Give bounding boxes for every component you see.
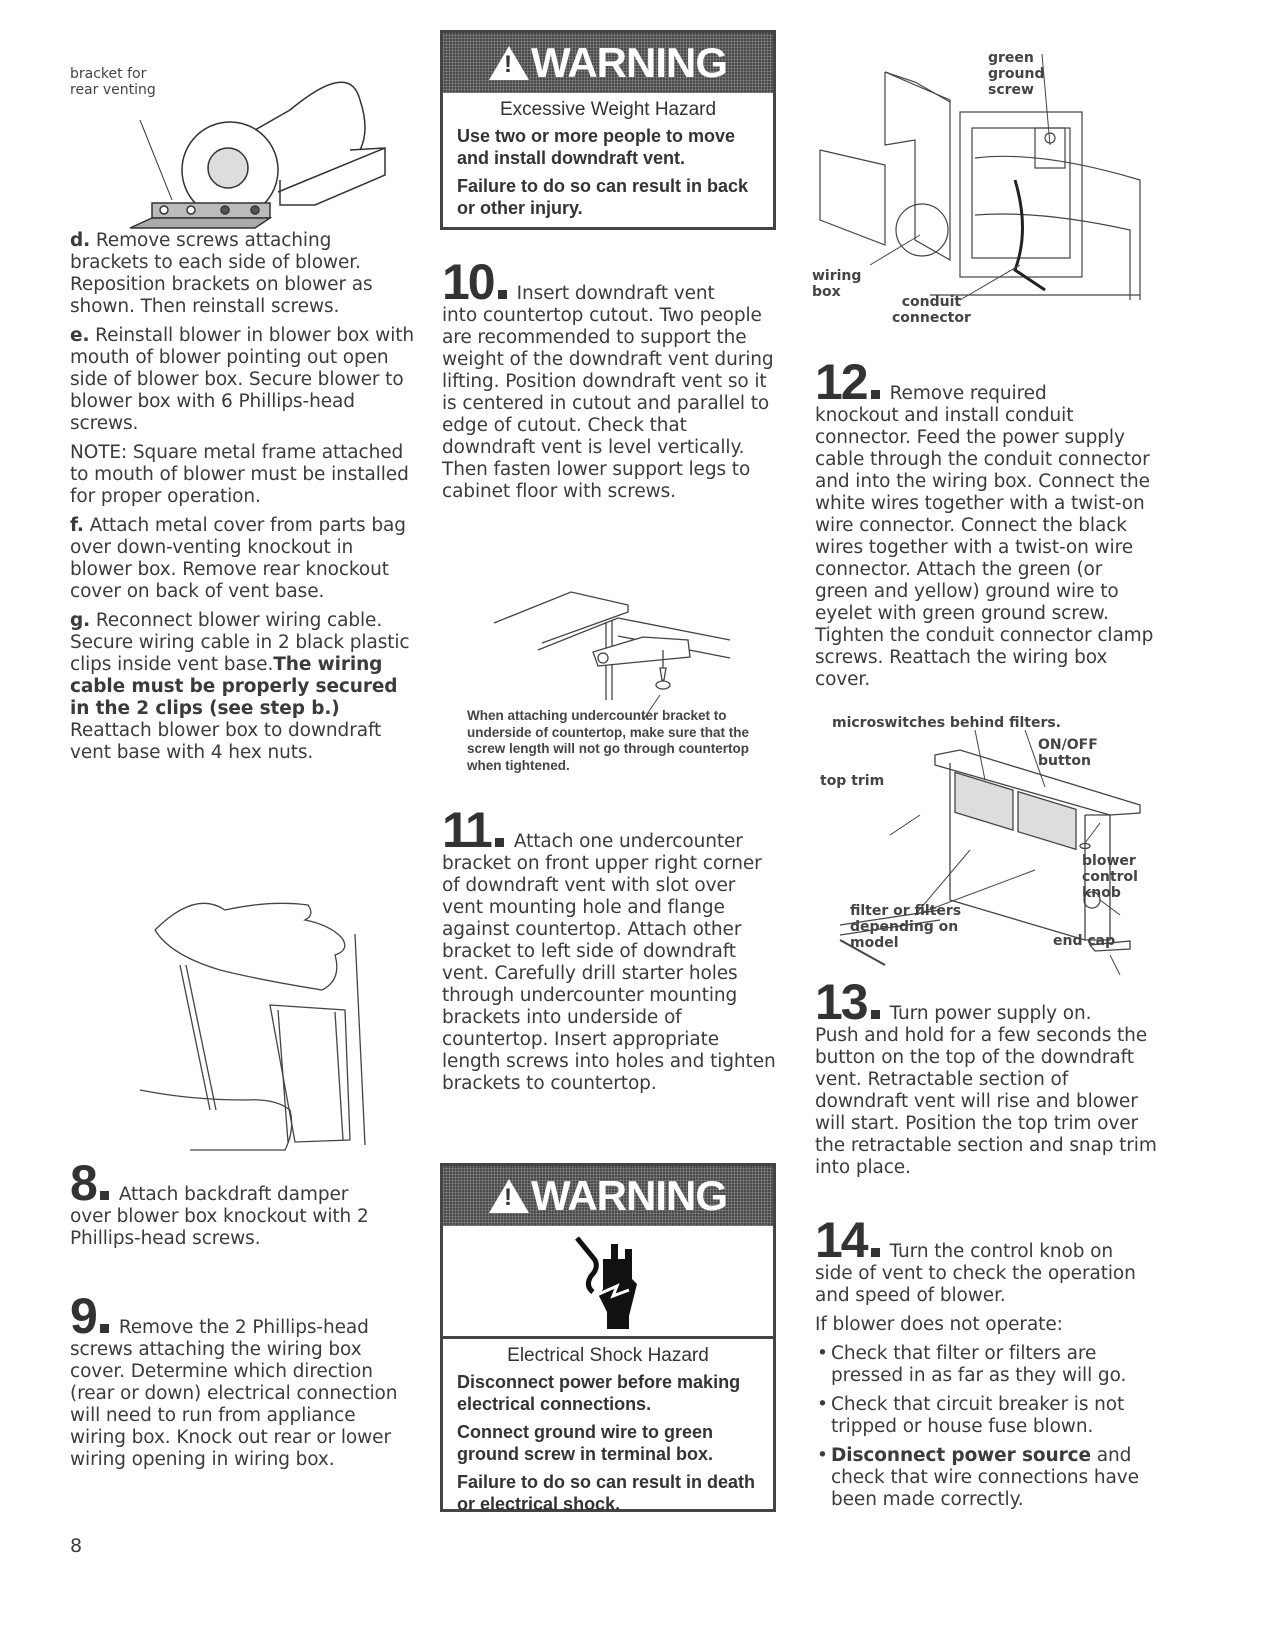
substep-text-after: Reattach blower box to downdraft vent base with 4 hex nuts. (70, 720, 382, 763)
step-number: 10 (442, 254, 494, 310)
substep-letter: f. (70, 515, 84, 536)
warning-line: Connect ground wire to green ground screw in terminal box. (457, 1422, 714, 1464)
substep-letter: d. (70, 230, 91, 251)
figure-blower-bracket (60, 40, 420, 220)
bullet-text: Check that filter or filters are pressed in as far as they will go. (831, 1343, 1127, 1386)
warning-electrical-shock (440, 1163, 776, 1512)
conduit-connector-label (892, 294, 971, 326)
warning-line: Failure to do so can result in death or electrical shock. (457, 1472, 756, 1514)
undercounter-bracket-drawing-icon (438, 540, 778, 710)
note (70, 442, 415, 508)
step-first-line: Turn the control knob on (889, 1241, 1114, 1262)
label-line: box (812, 284, 841, 300)
substep-bold-text: The wiring cable must be properly secured in the 2 clips (see step b.) (70, 654, 398, 719)
step-text: side of vent to check the operation and speed of blower. (815, 1263, 1136, 1306)
blower-control-knob-label (1082, 853, 1138, 901)
label-line: knob (1082, 885, 1121, 901)
bracket-label-line2: rear venting (70, 82, 156, 98)
substep-g (70, 610, 415, 764)
step-10 (442, 254, 777, 503)
step-first-line: Turn power supply on. (889, 1003, 1092, 1024)
step-dot (100, 1324, 109, 1333)
step-first-line: Insert downdraft vent (516, 283, 715, 304)
substep-letter: g. (70, 610, 91, 631)
warning-title: WARNING (531, 39, 727, 86)
step-first-line: Remove the 2 Phillips-head (118, 1317, 369, 1338)
step-text: knockout and install conduit connector. Feed the power supply cable through the conduit connector and into the wiring box. Connect the white wires together with a twist-on wire connector. Connect the black wires together with a twist-on wire connector. Attach the green (or green and yellow) ground wire to eyelet with green ground screw. Tighten the conduit connector clamp screws. Reattach the wiring box cover. (815, 405, 1154, 690)
step-text: screws attaching the wiring box cover. Determine which direction (rear or down) electrical connection will need to run from appliance wiring box. Knock out rear or lower wiring opening in wiring box. (70, 1339, 398, 1470)
figure-downdraft-vent (800, 715, 1160, 955)
label-line: ground (988, 66, 1045, 82)
shock-icon-area (443, 1226, 773, 1339)
warning-line: Failure to do so can result in back or other injury. (457, 176, 749, 218)
step-text: over blower box knockout with 2 Phillips-head screws. (70, 1206, 369, 1249)
warning-title: WARNING (531, 1172, 727, 1219)
on-off-button-label (1038, 737, 1098, 769)
bullet-bold: Disconnect power source (831, 1445, 1091, 1466)
substeps-d-g (70, 230, 415, 771)
step-number: 13 (815, 974, 867, 1030)
label-line: button (1038, 753, 1091, 769)
hands-installing-damper-icon (60, 830, 430, 1140)
step-dot (100, 1191, 109, 1200)
page-number: 8 (70, 1535, 82, 1557)
bracket-caption: When attaching undercounter bracket to underside of countertop, make sure that the screw length will not go through countertop when tightened. (467, 708, 750, 773)
step-dot (871, 1248, 880, 1257)
warning-header (443, 1166, 773, 1226)
troubleshoot-bullet (815, 1394, 1160, 1438)
step-number: 12 (815, 354, 867, 410)
label-line: ON/OFF (1038, 737, 1098, 753)
label-line: depending on (850, 919, 959, 935)
filters-label (850, 903, 961, 951)
step-8 (70, 1155, 415, 1250)
step-number: 9 (70, 1288, 96, 1344)
label-line: filter or filters (850, 903, 962, 919)
label-line: conduit (901, 294, 962, 310)
label-line: blower (1082, 853, 1136, 869)
step-dot (871, 390, 880, 399)
label-line: green (988, 50, 1034, 66)
substep-text: Reconnect blower wiring cable. Secure wiring cable in 2 black plastic clips inside vent base. (70, 610, 410, 675)
step-dot (871, 1010, 880, 1019)
green-ground-screw-label (988, 50, 1045, 98)
step-number: 14 (815, 1212, 867, 1268)
step-text: Push and hold for a few seconds the button on the top of the downdraft vent. Retractable section of downdraft vent will rise and blower will start. Position the top trim over the retractable section and snap trim into place. (815, 1025, 1157, 1178)
substep-letter: e. (70, 325, 90, 346)
troubleshoot-intro: If blower does not operate: (815, 1314, 1063, 1335)
figure-hands-damper (60, 830, 430, 1140)
step-number: 11 (442, 802, 491, 858)
label-line: model (850, 935, 899, 951)
step-dot (495, 838, 504, 847)
warning-line: Disconnect power before making electrical connections. (457, 1372, 741, 1414)
step-first-line: Attach backdraft damper (118, 1184, 349, 1205)
substep-text: Remove screws attaching brackets to each side of blower. Reposition brackets on blower as shown. Then reinstall screws. (70, 230, 373, 317)
figure-undercounter-bracket (438, 540, 778, 710)
note-text: NOTE: Square metal frame attached to mouth of blower must be installed for proper operation. (70, 442, 409, 507)
bullet-text: and check that wire connections have been made correctly. (831, 1445, 1139, 1510)
label-line: control (1082, 869, 1138, 885)
step-14 (815, 1212, 1160, 1518)
bracket-label-line1: bracket for (70, 66, 147, 82)
step-12 (815, 354, 1160, 691)
step-text: into countertop cutout. Two people are recommended to support the weight of the downdraft vent during lifting. Position downdraft vent so it is centered in cutout and parallel to edge of cutout. Check that downdraft vent is level vertically. Then fasten lower support legs to cabinet floor with screws. (442, 305, 774, 502)
step-number: 8 (70, 1155, 96, 1211)
warning-line: Use two or more people to move and install downdraft vent. (457, 126, 736, 168)
substep-f (70, 515, 415, 603)
warning-excessive-weight (440, 30, 776, 230)
end-cap-label: end cap (1053, 933, 1116, 949)
bullet-text: Check that circuit breaker is not tripped or house fuse blown. (831, 1394, 1125, 1437)
hazard-title: Excessive Weight Hazard (499, 99, 717, 120)
substep-e (70, 325, 415, 435)
step-dot (498, 290, 507, 299)
microswitches-label: microswitches behind filters. (832, 715, 1061, 731)
warning-header (443, 33, 773, 93)
label-line: wiring (812, 268, 862, 284)
substep-text: Attach metal cover from parts bag over down-venting knockout in blower box. Remove rear knockout cover on back of vent base. (70, 515, 406, 602)
figure-wiring-box (810, 50, 1150, 330)
label-line: connector (892, 310, 971, 326)
step-9 (70, 1288, 415, 1471)
top-trim-label: top trim (820, 773, 885, 789)
wiring-box-label (812, 268, 861, 300)
electrical-shock-hand-icon (573, 1234, 643, 1329)
step-11 (442, 802, 777, 1095)
label-line: screw (988, 82, 1034, 98)
troubleshoot-bullet (815, 1445, 1160, 1511)
step-13 (815, 974, 1160, 1179)
substep-text: Reinstall blower in blower box with mouth of blower pointing out open side of blower box. Secure blower to blower box with 6 Phillips-head screws. (70, 325, 415, 434)
substep-d (70, 230, 415, 318)
step-text: bracket on front upper right corner of downdraft vent with slot over vent mounting hole and flange against countertop. Attach other bracket to left side of downdraft vent. Carefully drill starter holes through undercounter mounting brackets into underside of countertop. Insert appropriate length screws into holes and tighten brackets to countertop. (442, 853, 776, 1094)
blower-drawing-icon (60, 40, 420, 220)
warning-triangle-icon: ! (489, 46, 529, 80)
hazard-title: Electrical Shock Hazard (507, 1345, 709, 1366)
step-first-line: Attach one undercounter (513, 831, 743, 852)
troubleshoot-bullet (815, 1343, 1160, 1387)
step-first-line: Remove required (889, 383, 1047, 404)
warning-triangle-icon: ! (489, 1179, 529, 1213)
